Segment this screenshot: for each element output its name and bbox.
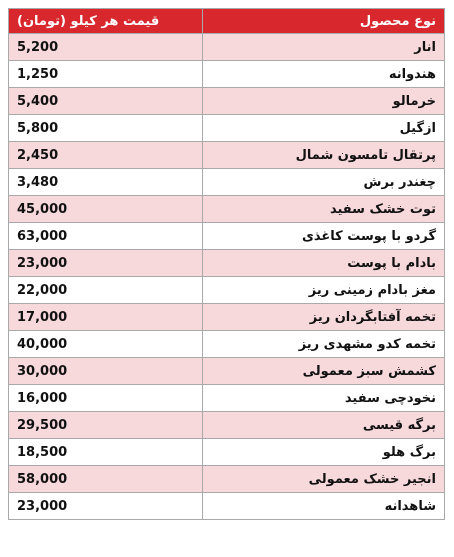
table-row [9, 439, 445, 466]
price-cell: 22,000 [9, 277, 203, 304]
product-name-cell: تخمه کدو مشهدی ریز [203, 331, 445, 358]
product-name-cell: بادام با پوست [203, 250, 445, 277]
product-name-cell: مغز بادام زمینی ریز [203, 277, 445, 304]
product-name-cell: توت خشک سفید [203, 196, 445, 223]
table-row [9, 466, 445, 493]
table-row [9, 331, 445, 358]
table-row [9, 34, 445, 61]
table-row [9, 493, 445, 520]
price-cell: 17,000 [9, 304, 203, 331]
price-cell: 5,200 [9, 34, 203, 61]
price-table-container [8, 8, 444, 520]
table-row [9, 115, 445, 142]
price-cell: 5,400 [9, 88, 203, 115]
product-name-cell: گردو با پوست کاغذی [203, 223, 445, 250]
price-cell: 5,800 [9, 115, 203, 142]
header-product: نوع محصول [203, 9, 445, 34]
table-row [9, 61, 445, 88]
table-row [9, 169, 445, 196]
product-name-cell: نخودچی سفید [203, 385, 445, 412]
product-name-cell: شاهدانه [203, 493, 445, 520]
price-cell: 45,000 [9, 196, 203, 223]
product-name-cell: برگه قیسی [203, 412, 445, 439]
table-row [9, 196, 445, 223]
table-row [9, 142, 445, 169]
price-cell: 23,000 [9, 493, 203, 520]
table-row [9, 358, 445, 385]
table-row [9, 304, 445, 331]
price-cell: 63,000 [9, 223, 203, 250]
price-cell: 3,480 [9, 169, 203, 196]
table-row [9, 88, 445, 115]
product-name-cell: انار [203, 34, 445, 61]
product-name-cell: کشمش سبز معمولی [203, 358, 445, 385]
price-cell: 23,000 [9, 250, 203, 277]
product-name-cell: چغندر برش [203, 169, 445, 196]
price-cell: 16,000 [9, 385, 203, 412]
price-cell: 2,450 [9, 142, 203, 169]
table-header-row [9, 9, 445, 34]
header-price: قیمت هر کیلو (تومان) [9, 9, 203, 34]
product-name-cell: پرتقال تامسون شمال [203, 142, 445, 169]
price-cell: 18,500 [9, 439, 203, 466]
product-name-cell: هندوانه [203, 61, 445, 88]
price-cell: 40,000 [9, 331, 203, 358]
table-row [9, 385, 445, 412]
product-name-cell: برگ هلو [203, 439, 445, 466]
table-row [9, 277, 445, 304]
price-table [8, 8, 445, 520]
table-row [9, 223, 445, 250]
price-cell: 1,250 [9, 61, 203, 88]
price-cell: 58,000 [9, 466, 203, 493]
product-name-cell: انجیر خشک معمولی [203, 466, 445, 493]
table-row [9, 412, 445, 439]
price-cell: 29,500 [9, 412, 203, 439]
table-row [9, 250, 445, 277]
price-cell: 30,000 [9, 358, 203, 385]
product-name-cell: ازگیل [203, 115, 445, 142]
product-name-cell: خرمالو [203, 88, 445, 115]
product-name-cell: تخمه آفتابگردان ریز [203, 304, 445, 331]
